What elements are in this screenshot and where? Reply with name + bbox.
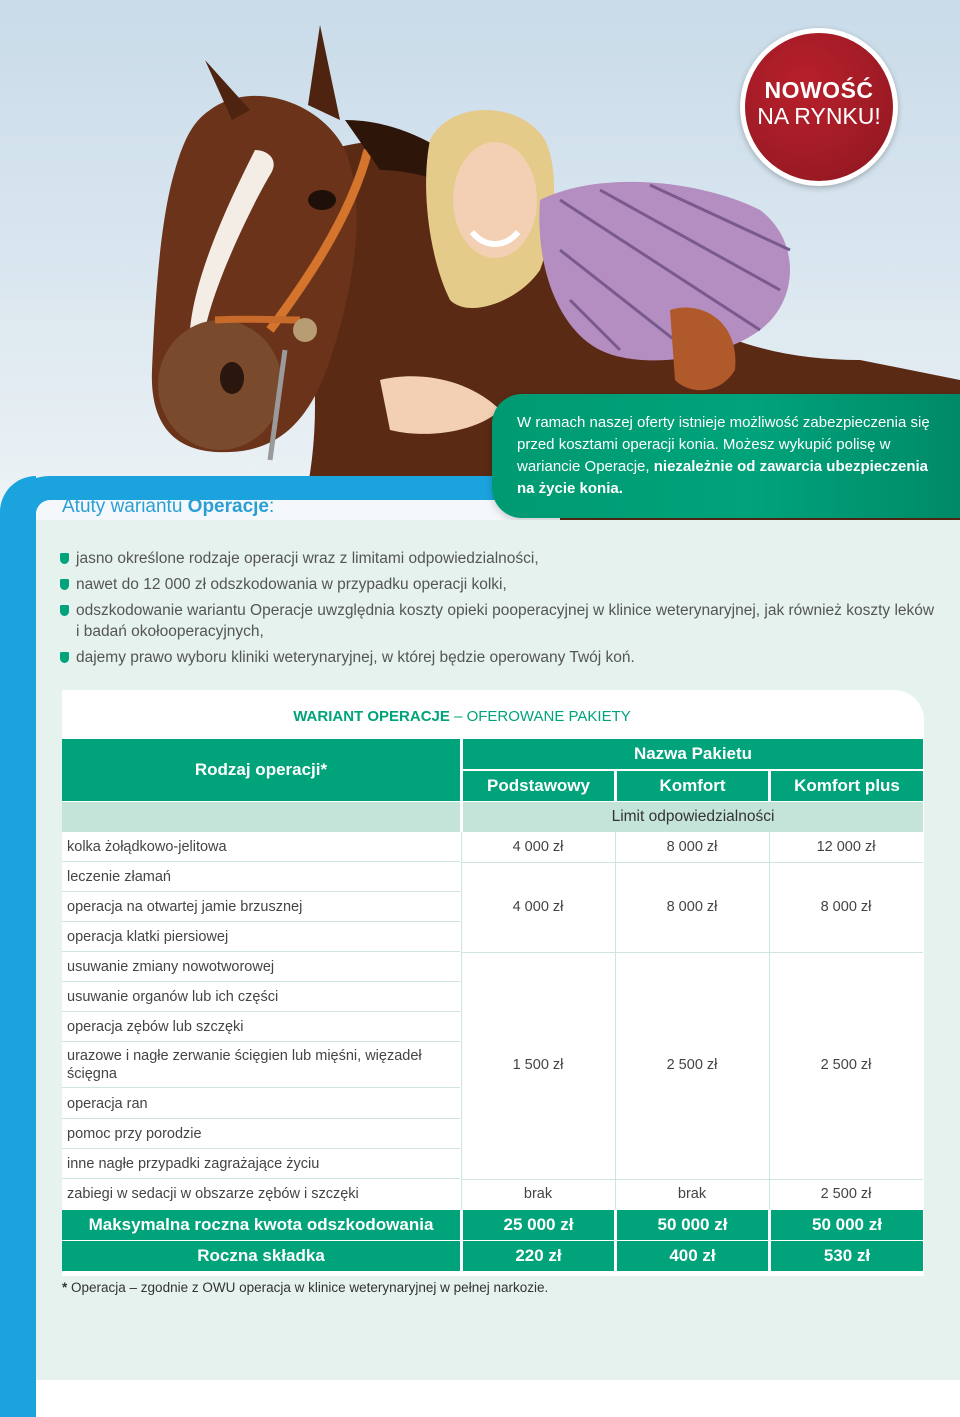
value-cell: 8 000 zł xyxy=(820,899,872,915)
value-cell: 4 000 zł xyxy=(512,899,564,915)
max-compensation-value: 25 000 zł xyxy=(463,1210,614,1240)
annual-premium-label: Roczna składka xyxy=(62,1241,460,1271)
table-row-label: usuwanie organów lub ich części xyxy=(62,982,460,1012)
blue-frame-side xyxy=(0,476,36,1417)
shield-bullet-icon xyxy=(60,579,69,590)
annual-premium-value: 220 zł xyxy=(463,1241,614,1271)
table-row-label: usuwanie zmiany nowotworowej xyxy=(62,952,460,982)
value-cell: brak xyxy=(677,1186,707,1202)
intro-box xyxy=(492,394,960,518)
grid-line xyxy=(462,862,923,863)
table-row-label: inne nagłe przypadki zagrażające życiu xyxy=(62,1149,460,1179)
value-cell: 8 000 zł xyxy=(666,839,718,855)
max-compensation-value: 50 000 zł xyxy=(617,1210,768,1240)
value-cell: 2 500 zł xyxy=(820,1186,872,1202)
advantage-item: nawet do 12 000 zł odszkodowania w przypadku operacji kolki, xyxy=(60,574,940,595)
value-cell: 2 500 zł xyxy=(666,1057,718,1073)
advantage-item: jasno określone rodzaje operacji wraz z limitami odpowiedzialności, xyxy=(60,548,940,569)
header-package-komfort-plus: Komfort plus xyxy=(771,771,923,801)
value-cell: 4 000 zł xyxy=(512,839,564,855)
advantage-item: odszkodowanie wariantu Operacje uwzględnia koszty opieki pooperacyjnej w klinice weterynaryjnej, jak również koszty leków i badań okołooperacyjnych, xyxy=(60,600,940,642)
max-compensation-value: 50 000 zł xyxy=(771,1210,923,1240)
badge-line-1: NOWOŚĆ xyxy=(764,77,874,103)
max-compensation-label: Maksymalna roczna kwota odszkodowania xyxy=(62,1210,460,1240)
table-row-label: operacja ran xyxy=(62,1089,460,1119)
header-package-komfort: Komfort xyxy=(617,771,768,801)
header-operation-type: Rodzaj operacji* xyxy=(62,739,460,801)
value-cell: 12 000 zł xyxy=(816,839,876,855)
grid-line xyxy=(615,832,616,1209)
shield-bullet-icon xyxy=(60,605,69,616)
table-row-label: operacja na otwartej jamie brzusznej xyxy=(62,892,460,922)
new-on-market-badge xyxy=(740,28,898,186)
shield-bullet-icon xyxy=(60,652,69,663)
header-package-name: Nazwa Pakietu xyxy=(463,739,923,769)
header-package-basic: Podstawowy xyxy=(463,771,614,801)
table-row-label: operacja zębów lub szczęki xyxy=(62,1012,460,1042)
intro-text: W ramach naszej oferty istnieje możliwość zabezpieczenia się przed kosztami operacji konia. Możesz wykupić polisę w wariancie Operacje, xyxy=(517,414,930,475)
table-row-label: kolka żołądkowo-jelitowa xyxy=(62,832,460,862)
grid-line xyxy=(769,832,770,1209)
header-liability-limit: Limit odpowiedzialności xyxy=(463,802,923,832)
annual-premium-value: 530 zł xyxy=(771,1241,923,1271)
table-row-label: leczenie złamań xyxy=(62,862,460,892)
table-row-label: urazowe i nagłe zerwanie ścięgien lub mięśni, więzadeł ścięgna xyxy=(62,1042,460,1088)
table-row-label: operacja klatki piersiowej xyxy=(62,922,460,952)
badge-line-2: NA RYNKU! xyxy=(757,103,881,129)
advantage-item: dajemy prawo wyboru kliniki weterynaryjnej, w której będzie operowany Twój koń. xyxy=(60,647,940,668)
value-cell: brak xyxy=(523,1186,553,1202)
annual-premium-value: 400 zł xyxy=(617,1241,768,1271)
value-cell: 2 500 zł xyxy=(820,1057,872,1073)
advantages-title: Atuty wariantu Operacje: xyxy=(62,496,275,517)
advantages-list xyxy=(60,548,940,673)
header-limit-spacer xyxy=(62,802,460,832)
table-title: WARIANT OPERACJE – OFEROWANE PAKIETY xyxy=(293,708,631,725)
grid-line xyxy=(462,952,923,953)
value-cell: 1 500 zł xyxy=(512,1057,564,1073)
value-cell: 8 000 zł xyxy=(666,899,718,915)
table-row-label: zabiegi w sedacji w obszarze zębów i szczęki xyxy=(67,1186,359,1202)
table-row-label: pomoc przy porodzie xyxy=(62,1119,460,1149)
grid-line xyxy=(461,832,462,1209)
footnote: * Operacja – zgodnie z OWU operacja w klinice weterynaryjnej w pełnej narkozie. xyxy=(62,1280,549,1295)
page-bottom xyxy=(36,1380,960,1417)
intro-text-bold: niezależnie od zawarcia ubezpieczenia na życie konia. xyxy=(517,458,928,497)
shield-bullet-icon xyxy=(60,553,69,564)
